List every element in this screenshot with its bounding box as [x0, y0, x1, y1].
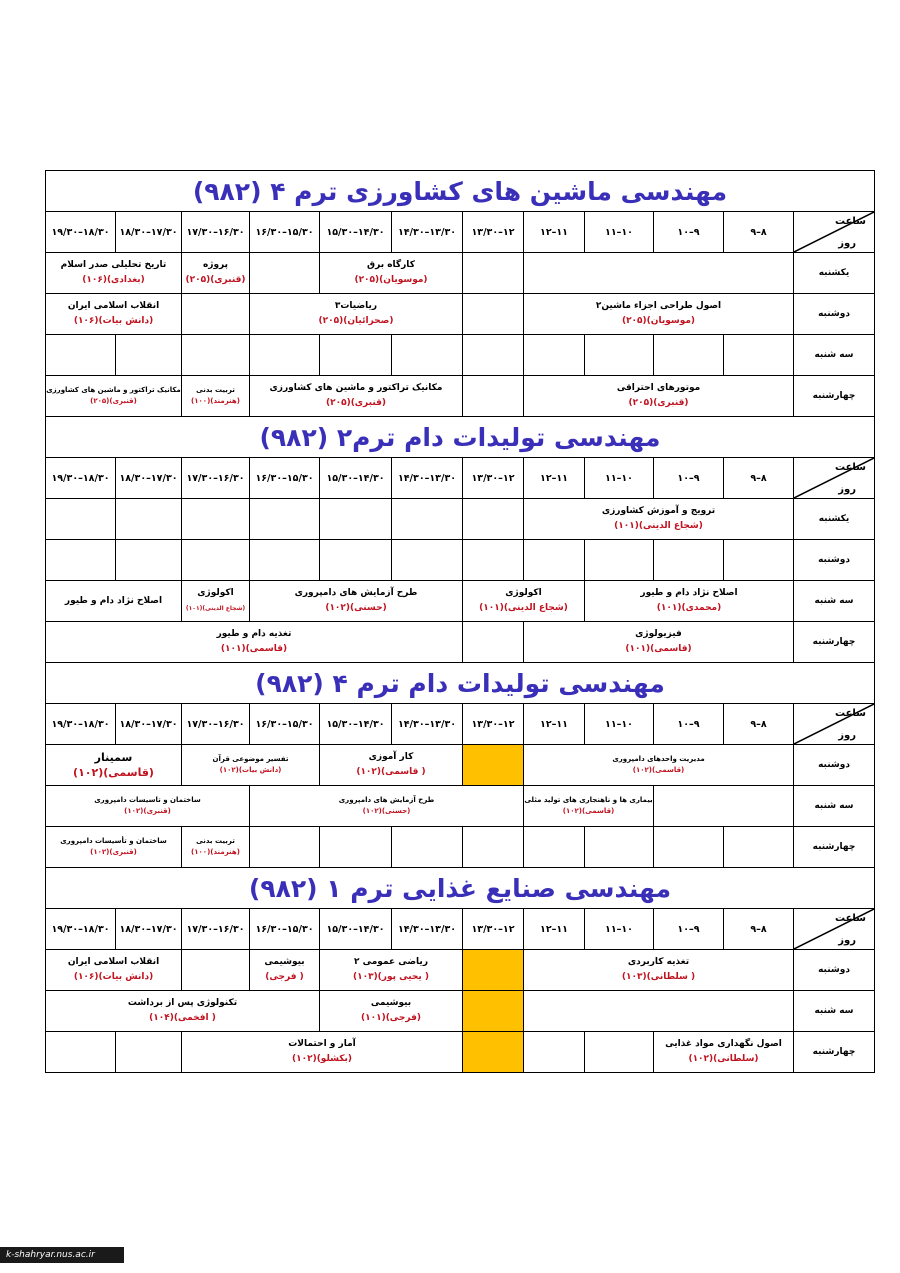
empty-cell	[524, 991, 794, 1032]
teacher-room: (حسنی)(۱۰۲)	[362, 807, 411, 815]
day-name: دوشنبه	[794, 745, 875, 786]
empty-cell	[320, 499, 392, 540]
schedule-row	[46, 581, 875, 622]
section-title-row	[46, 868, 875, 909]
section-title: مهندسی صنایع غذایی ترم ۱ (۹۸۲)	[46, 868, 875, 909]
empty-cell	[116, 1032, 182, 1073]
course-name: کارگاه برق	[367, 260, 415, 270]
empty-cell	[463, 540, 524, 581]
class-cell	[524, 622, 794, 663]
empty-cell	[392, 540, 463, 581]
day-name: چهارشنبه	[794, 376, 875, 417]
course-name: تربیت بدنی	[196, 837, 235, 845]
course-name: اکولوژی	[197, 588, 234, 598]
teacher-room: (قنبری)(۲۰۵)	[628, 398, 689, 408]
time-slot-header: ۱۱–۱۲	[524, 704, 585, 745]
time-label: ساعت	[834, 913, 866, 924]
empty-cell	[654, 827, 724, 868]
teacher-room: (دانش بیات)(۱۰۶)	[73, 972, 154, 982]
class-cell	[182, 581, 250, 622]
class-cell	[250, 581, 463, 622]
schedule-row	[46, 991, 875, 1032]
day-label: روز	[838, 935, 856, 946]
empty-cell	[463, 745, 524, 786]
schedule-row	[46, 376, 875, 417]
empty-cell	[463, 1032, 524, 1073]
empty-cell	[463, 335, 524, 376]
empty-cell	[182, 335, 250, 376]
time-slot-header: ۱۵/۳۰–۱۶/۳۰	[250, 704, 320, 745]
course-name: تغذیه کاربردی	[627, 957, 690, 967]
class-cell	[182, 1032, 463, 1073]
course-name: ریاضی عمومی ۲	[353, 957, 428, 967]
teacher-room: (شجاع الدینی)(۱۰۱)	[614, 521, 703, 531]
empty-cell	[116, 540, 182, 581]
course-name: طرح آزمایش های دامپروری	[338, 796, 435, 804]
class-cell	[46, 253, 182, 294]
time-header-row	[46, 909, 875, 950]
course-name: طرح آزمایش های دامپروری	[294, 588, 418, 598]
class-cell	[654, 1032, 794, 1073]
course-name: تاریخ تحلیلی صدر اسلام	[60, 260, 167, 270]
empty-cell	[116, 335, 182, 376]
day-name: سه شنبه	[794, 581, 875, 622]
course-name: اکولوژی	[505, 588, 542, 598]
class-cell	[320, 991, 463, 1032]
teacher-room: (دانش بیات)(۱۰۲)	[219, 766, 282, 774]
section-title: مهندسی ماشین های کشاورزی ترم ۴ (۹۸۲)	[46, 171, 875, 212]
teacher-room: (قاسمی)(۱۰۲)	[73, 766, 154, 779]
class-cell	[46, 294, 182, 335]
class-cell	[46, 581, 182, 622]
course-name: سمینار	[94, 751, 133, 764]
course-name: تفسیر موضوعی قرآن	[212, 755, 289, 763]
empty-cell	[182, 499, 250, 540]
course-name: پروژه	[202, 260, 229, 270]
course-name: بیماری ها و ناهنجاری های تولید مثلی	[524, 796, 653, 804]
empty-cell	[585, 540, 654, 581]
time-header-row	[46, 212, 875, 253]
day-name: چهارشنبه	[794, 827, 875, 868]
empty-cell	[46, 335, 116, 376]
empty-cell	[724, 335, 794, 376]
day-label: روز	[838, 730, 856, 741]
teacher-room: (هنرمند)(۱۰۰)	[191, 848, 240, 856]
empty-cell	[182, 950, 250, 991]
teacher-room: (قنبری)(۲۰۵)	[325, 398, 387, 408]
course-name: بیوشیمی	[264, 957, 305, 967]
empty-cell	[392, 827, 463, 868]
course-name: مدیریت واحدهای دامپروری	[612, 755, 705, 763]
empty-cell	[585, 335, 654, 376]
empty-cell	[250, 827, 320, 868]
course-name: تکنولوژی پس از برداشت	[127, 998, 238, 1008]
empty-cell	[463, 294, 524, 335]
teacher-room: ( سلطانی)(۱۰۳)	[621, 972, 696, 982]
time-slot-header: ۱۱–۱۲	[524, 909, 585, 950]
empty-cell	[524, 1032, 585, 1073]
course-name: ساختمان و تأسیسات دامپروری	[60, 837, 167, 845]
class-cell	[524, 499, 794, 540]
class-cell	[524, 294, 794, 335]
time-slot-header: ۱۴/۳۰–۱۵/۳۰	[320, 212, 392, 253]
section-title: مهندسی تولیدات دام ترم۲ (۹۸۲)	[46, 417, 875, 458]
course-name: انقلاب اسلامی ایران	[67, 957, 160, 967]
time-slot-header: ۹–۱۰	[654, 909, 724, 950]
empty-cell	[463, 622, 524, 663]
teacher-room: (قنبری)(۱۰۲)	[90, 848, 137, 856]
empty-cell	[463, 827, 524, 868]
time-slot-header: ۱۰–۱۱	[585, 909, 654, 950]
time-slot-header: ۱۰–۱۱	[585, 704, 654, 745]
section-title-row	[46, 663, 875, 704]
teacher-room: (بغدادی)(۱۰۶)	[82, 275, 145, 285]
class-cell	[46, 950, 182, 991]
course-name: تربیت بدنی	[196, 386, 235, 394]
empty-cell	[654, 335, 724, 376]
time-slot-header: ۱۷/۳۰–۱۸/۳۰	[116, 212, 182, 253]
time-slot-header: ۱۴/۳۰–۱۵/۳۰	[320, 458, 392, 499]
schedule-row	[46, 786, 875, 827]
teacher-room: ( یحیی پور)(۱۰۳)	[352, 972, 430, 982]
empty-cell	[250, 540, 320, 581]
day-label: روز	[838, 484, 856, 495]
day-time-corner	[794, 458, 875, 499]
empty-cell	[46, 499, 116, 540]
day-time-corner	[794, 704, 875, 745]
teacher-room: (سلطانی)(۱۰۲)	[688, 1054, 759, 1064]
section-title-row	[46, 171, 875, 212]
empty-cell	[585, 1032, 654, 1073]
day-name: دوشنبه	[794, 294, 875, 335]
course-name: تغذیه دام و طیور	[216, 629, 292, 639]
schedule-row	[46, 827, 875, 868]
class-cell	[250, 294, 463, 335]
empty-cell	[463, 376, 524, 417]
course-name: ترویج و آموزش کشاورزی	[601, 506, 716, 516]
teacher-room: ( قاسمی)(۱۰۲)	[356, 767, 426, 777]
class-cell	[182, 827, 250, 868]
empty-cell	[654, 540, 724, 581]
time-slot-header: ۱۴/۳۰–۱۵/۳۰	[320, 909, 392, 950]
time-label: ساعت	[834, 708, 866, 719]
time-slot-header: ۱۸/۳۰–۱۹/۳۰	[46, 909, 116, 950]
class-cell	[46, 991, 320, 1032]
time-slot-header: ۱۶/۳۰–۱۷/۳۰	[182, 212, 250, 253]
teacher-room: (موسویان)(۲۰۵)	[621, 316, 696, 326]
empty-cell	[392, 335, 463, 376]
time-slot-header: ۱۵/۳۰–۱۶/۳۰	[250, 212, 320, 253]
empty-cell	[724, 540, 794, 581]
empty-cell	[724, 827, 794, 868]
empty-cell	[320, 827, 392, 868]
time-slot-header: ۹–۱۰	[654, 212, 724, 253]
schedule-row	[46, 745, 875, 786]
course-name: ریاضیات۳	[334, 301, 378, 311]
empty-cell	[654, 786, 794, 827]
teacher-room: (قنبری)(۲۰۵)	[90, 397, 137, 405]
time-slot-header: ۱۵/۳۰–۱۶/۳۰	[250, 458, 320, 499]
teacher-room: ( فرجی)	[265, 972, 304, 982]
course-name: اصلاح نژاد دام و طیور	[64, 595, 163, 606]
class-cell	[46, 786, 250, 827]
empty-cell	[182, 540, 250, 581]
time-slot-header: ۹–۱۰	[654, 704, 724, 745]
course-name: انقلاب اسلامی ایران	[67, 301, 160, 311]
teacher-room: (بکشلو)(۱۰۲)	[291, 1054, 353, 1064]
time-slot-header: ۱۰–۱۱	[585, 458, 654, 499]
time-slot-header: ۱۱–۱۲	[524, 212, 585, 253]
time-slot-header: ۱۲–۱۳/۳۰	[463, 704, 524, 745]
empty-cell	[524, 253, 794, 294]
class-cell	[250, 376, 463, 417]
empty-cell	[320, 540, 392, 581]
time-slot-header: ۱۷/۳۰–۱۸/۳۰	[116, 704, 182, 745]
teacher-room: (دانش بیات)(۱۰۶)	[73, 316, 154, 326]
empty-cell	[46, 540, 116, 581]
empty-cell	[392, 499, 463, 540]
course-name: بیوشیمی	[370, 998, 412, 1008]
class-cell	[585, 581, 794, 622]
teacher-room: (صحرائیان)(۲۰۵)	[318, 316, 394, 326]
day-name: چهارشنبه	[794, 622, 875, 663]
empty-cell	[250, 499, 320, 540]
class-cell	[524, 376, 794, 417]
empty-cell	[585, 827, 654, 868]
time-slot-header: ۱۶/۳۰–۱۷/۳۰	[182, 458, 250, 499]
class-cell	[320, 253, 463, 294]
empty-cell	[116, 499, 182, 540]
time-slot-header: ۱۰–۱۱	[585, 212, 654, 253]
schedule-row	[46, 950, 875, 991]
time-slot-header: ۱۶/۳۰–۱۷/۳۰	[182, 704, 250, 745]
schedule-row	[46, 540, 875, 581]
time-slot-header: ۱۸/۳۰–۱۹/۳۰	[46, 458, 116, 499]
empty-cell	[524, 335, 585, 376]
course-name: آمار و احتمالات	[288, 1039, 356, 1049]
class-cell	[182, 745, 320, 786]
day-name: چهارشنبه	[794, 1032, 875, 1073]
time-header-row	[46, 704, 875, 745]
section-title: مهندسی تولیدات دام ترم ۴ (۹۸۲)	[46, 663, 875, 704]
time-slot-header: ۱۴/۳۰–۱۵/۳۰	[320, 704, 392, 745]
time-slot-header: ۸–۹	[724, 458, 794, 499]
class-cell	[250, 786, 524, 827]
schedule-row	[46, 294, 875, 335]
empty-cell	[463, 499, 524, 540]
empty-cell	[463, 950, 524, 991]
course-name: اصول نگهداری مواد غذایی	[665, 1039, 782, 1049]
course-name: اصلاح نژاد دام و طیور	[640, 588, 738, 598]
time-slot-header: ۱۱–۱۲	[524, 458, 585, 499]
course-name: مکانیک تراکتور و ماشین های کشاورزی	[46, 386, 181, 394]
time-slot-header: ۱۲–۱۳/۳۰	[463, 909, 524, 950]
time-slot-header: ۸–۹	[724, 212, 794, 253]
site-url-footer[interactable]: k-shahryar.nus.ac.ir	[0, 1247, 124, 1263]
course-name: اصول طراحی اجزاء ماشین۲	[595, 301, 722, 311]
class-cell	[250, 950, 320, 991]
empty-cell	[524, 540, 585, 581]
teacher-room: (قنبری)(۱۰۲)	[124, 807, 171, 815]
time-slot-header: ۱۸/۳۰–۱۹/۳۰	[46, 212, 116, 253]
day-name: یکشنبه	[794, 253, 875, 294]
time-label: ساعت	[834, 462, 866, 473]
time-slot-header: ۱۲–۱۳/۳۰	[463, 212, 524, 253]
day-name: یکشنبه	[794, 499, 875, 540]
day-name: سه شنبه	[794, 335, 875, 376]
empty-cell	[250, 253, 320, 294]
teacher-room: (قاسمی)(۱۰۱)	[625, 644, 692, 654]
time-label: ساعت	[834, 216, 866, 227]
class-cell	[182, 253, 250, 294]
empty-cell	[463, 253, 524, 294]
teacher-room: (هنرمند)(۱۰۰)	[191, 397, 240, 405]
class-cell	[46, 622, 463, 663]
class-cell	[46, 745, 182, 786]
teacher-room: (فرجی)(۱۰۱)	[360, 1013, 422, 1023]
day-time-corner	[794, 909, 875, 950]
time-slot-header: ۱۸/۳۰–۱۹/۳۰	[46, 704, 116, 745]
time-slot-header: ۱۳/۳۰–۱۴/۳۰	[392, 909, 463, 950]
time-slot-header: ۱۶/۳۰–۱۷/۳۰	[182, 909, 250, 950]
time-slot-header: ۸–۹	[724, 909, 794, 950]
time-header-row	[46, 458, 875, 499]
empty-cell	[182, 294, 250, 335]
course-name: کار آموزی	[368, 752, 414, 762]
schedule-row	[46, 335, 875, 376]
class-schedule-table	[45, 170, 875, 1073]
teacher-room: (شجاع الدینی)(۱۰۱)	[185, 605, 246, 612]
teacher-room: (شجاع الدینی)(۱۰۱)	[479, 603, 568, 613]
teacher-room: (موسویان)(۲۰۵)	[354, 275, 428, 285]
schedule-row	[46, 253, 875, 294]
time-slot-header: ۱۲–۱۳/۳۰	[463, 458, 524, 499]
time-slot-header: ۱۳/۳۰–۱۴/۳۰	[392, 704, 463, 745]
schedule-row	[46, 622, 875, 663]
class-cell	[524, 786, 654, 827]
section-title-row	[46, 417, 875, 458]
teacher-room: (قاسمی)(۱۰۲)	[562, 807, 615, 815]
course-name: مکانیک تراکتور و ماشین های کشاورزی	[269, 383, 443, 393]
course-name: ساختمان و تاسیسات دامپروری	[94, 796, 201, 804]
empty-cell	[524, 827, 585, 868]
class-cell	[463, 581, 585, 622]
day-label: روز	[838, 238, 856, 249]
class-cell	[320, 950, 463, 991]
class-cell	[320, 745, 463, 786]
class-cell	[524, 745, 794, 786]
day-name: سه شنبه	[794, 786, 875, 827]
course-name: موتورهای احتراقی	[616, 383, 701, 393]
teacher-room: (محمدی)(۱۰۱)	[656, 603, 722, 613]
time-slot-header: ۱۷/۳۰–۱۸/۳۰	[116, 909, 182, 950]
day-name: دوشنبه	[794, 540, 875, 581]
day-name: دوشنبه	[794, 950, 875, 991]
time-slot-header: ۱۳/۳۰–۱۴/۳۰	[392, 458, 463, 499]
teacher-room: (قاسمی)(۱۰۲)	[632, 766, 685, 774]
empty-cell	[320, 335, 392, 376]
teacher-room: ( افخمی)(۱۰۴)	[149, 1013, 216, 1023]
empty-cell	[46, 1032, 116, 1073]
day-name: سه شنبه	[794, 991, 875, 1032]
empty-cell	[250, 335, 320, 376]
class-cell	[524, 950, 794, 991]
class-cell	[182, 376, 250, 417]
time-slot-header: ۱۵/۳۰–۱۶/۳۰	[250, 909, 320, 950]
time-slot-header: ۹–۱۰	[654, 458, 724, 499]
schedule-row	[46, 1032, 875, 1073]
time-slot-header: ۱۳/۳۰–۱۴/۳۰	[392, 212, 463, 253]
teacher-room: (حسنی)(۱۰۲)	[325, 603, 387, 613]
teacher-room: (قاسمی)(۱۰۱)	[220, 644, 288, 654]
day-time-corner	[794, 212, 875, 253]
time-slot-header: ۸–۹	[724, 704, 794, 745]
schedule-row	[46, 499, 875, 540]
empty-cell	[463, 991, 524, 1032]
class-cell	[46, 376, 182, 417]
time-slot-header: ۱۷/۳۰–۱۸/۳۰	[116, 458, 182, 499]
teacher-room: (قنبری)(۲۰۵)	[185, 275, 246, 285]
course-name: فیزیولوژی	[635, 629, 682, 639]
class-cell	[46, 827, 182, 868]
